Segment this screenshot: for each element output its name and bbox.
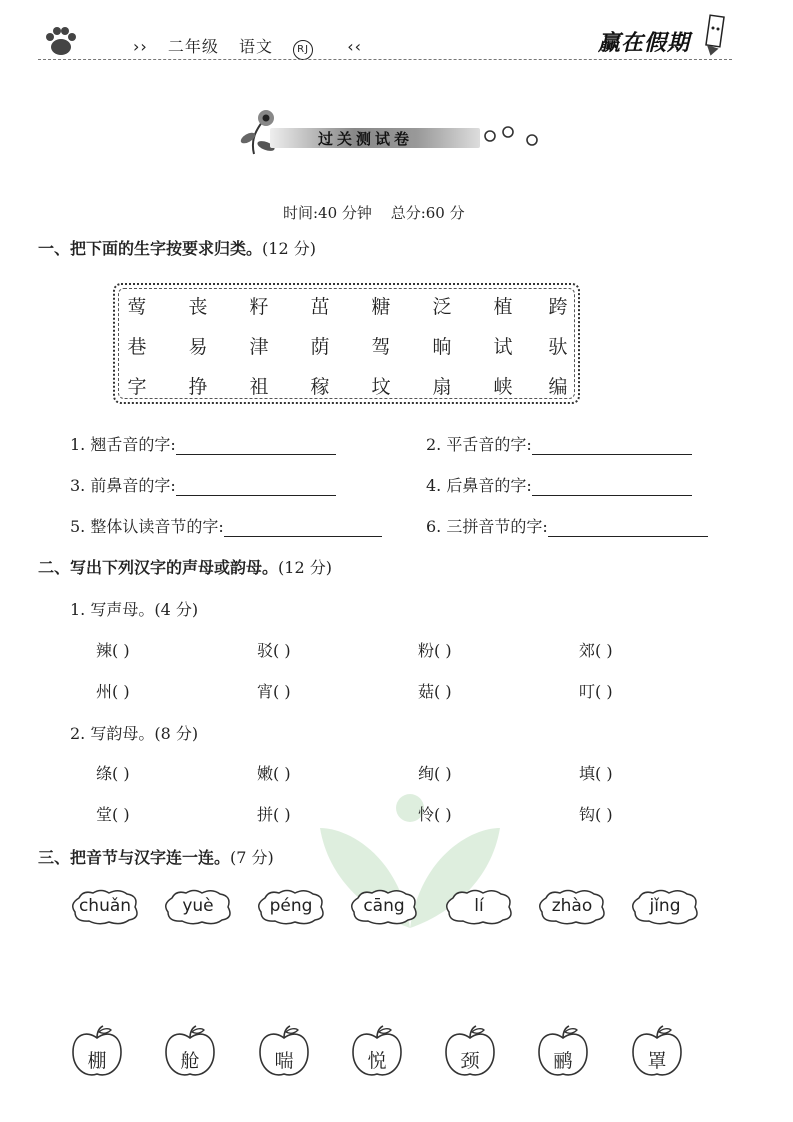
apple-char[interactable] <box>69 1024 125 1080</box>
char-item: 填( ) <box>579 764 613 783</box>
apple-char-label: 罩 <box>647 1050 667 1072</box>
apple-char[interactable] <box>535 1024 591 1080</box>
answer-blank[interactable] <box>224 518 382 537</box>
brand-logo: 赢在假期 <box>598 31 691 56</box>
apple-char-label: 喘 <box>274 1050 294 1072</box>
apple-char-label: 棚 <box>87 1050 107 1072</box>
pinyin-cloud[interactable] <box>536 888 608 926</box>
paw-icon <box>44 24 78 58</box>
char-cell: 驮 <box>548 336 568 358</box>
char-item: 绦( ) <box>96 764 130 783</box>
pinyin-cloud[interactable] <box>443 888 515 926</box>
question-3: 3. 前鼻音的字: <box>70 473 336 496</box>
apple-char-label: 颈 <box>460 1050 480 1072</box>
pinyin-cloud[interactable] <box>348 888 420 926</box>
char-item: 州( ) <box>96 682 130 701</box>
apple-char[interactable] <box>256 1024 312 1080</box>
char-cell: 挣 <box>188 376 208 398</box>
pinyin-label: chuǎn <box>78 896 132 916</box>
char-row <box>115 292 578 322</box>
char-cell: 易 <box>188 336 208 358</box>
char-cell: 荫 <box>310 336 330 358</box>
char-cell: 籽 <box>249 296 269 318</box>
header-course-info <box>133 34 376 60</box>
pinyin-label: lí <box>474 896 484 916</box>
char-item: 辣( ) <box>96 641 130 660</box>
char-item: 叮( ) <box>579 682 613 701</box>
char-item: 堂( ) <box>96 805 130 824</box>
section1-title: 一、把下面的生字按要求归类。(12 分) <box>38 239 316 258</box>
char-item: 钩( ) <box>579 805 613 824</box>
pinyin-label: cāng <box>363 896 405 916</box>
answer-blank[interactable] <box>176 436 336 455</box>
pinyin-cloud[interactable] <box>69 888 141 926</box>
test-title: 过关测试卷 <box>318 130 414 148</box>
pencil-mascot-icon <box>703 14 727 56</box>
char-item: 粉( ) <box>418 641 452 660</box>
question-2: 2. 平舌音的字: <box>426 432 692 455</box>
pinyin-cloud[interactable] <box>162 888 234 926</box>
apple-char-label: 悦 <box>367 1050 387 1072</box>
char-cell: 莺 <box>127 296 147 318</box>
subject-label: 语文 <box>239 37 274 56</box>
char-cell: 津 <box>249 336 269 358</box>
subquestion-1: 1. 写声母。(4 分) <box>70 600 199 619</box>
char-row <box>115 372 578 402</box>
subquestion-2: 2. 写韵母。(8 分) <box>70 724 199 743</box>
apple-char[interactable] <box>349 1024 405 1080</box>
char-cell: 晌 <box>432 336 452 358</box>
question-4: 4. 后鼻音的字: <box>426 473 692 496</box>
pinyin-label: zhào <box>551 896 593 916</box>
char-item: 绚( ) <box>418 764 452 783</box>
apple-char[interactable] <box>629 1024 685 1080</box>
pinyin-label: jǐng <box>649 896 681 916</box>
pinyin-cloud[interactable] <box>255 888 327 926</box>
arrows-right: ‹‹ <box>347 37 362 56</box>
grade-label: 二年级 <box>167 37 219 56</box>
char-cell: 编 <box>548 376 568 398</box>
time-limit: 时间:40 分钟 <box>283 204 372 222</box>
char-cell: 试 <box>493 336 513 358</box>
pinyin-label: yuè <box>182 896 214 916</box>
time-info <box>283 202 479 223</box>
char-cell: 稼 <box>310 376 330 398</box>
question-6: 6. 三拼音节的字: <box>426 514 708 537</box>
apple-char-label: 鹂 <box>553 1050 573 1072</box>
char-cell: 字 <box>127 376 147 398</box>
char-item: 拼( ) <box>257 805 291 824</box>
char-item: 郊( ) <box>579 641 613 660</box>
char-cell: 扇 <box>432 376 452 398</box>
char-item: 怜( ) <box>418 805 452 824</box>
header-divider <box>38 59 732 60</box>
edition-badge: RJ <box>293 40 313 60</box>
apple-char[interactable] <box>162 1024 218 1080</box>
char-item: 嫩( ) <box>257 764 291 783</box>
answer-blank[interactable] <box>532 477 692 496</box>
char-cell: 坟 <box>371 376 391 398</box>
char-cell: 祖 <box>249 376 269 398</box>
char-item: 驳( ) <box>257 641 291 660</box>
char-cell: 丧 <box>188 296 208 318</box>
char-item: 宵( ) <box>257 682 291 701</box>
pinyin-label: péng <box>269 896 313 916</box>
answer-blank[interactable] <box>532 436 692 455</box>
section2-title: 二、写出下列汉字的声母或韵母。(12 分) <box>38 558 332 577</box>
arrows-left: ›› <box>133 37 148 56</box>
char-cell: 泛 <box>432 296 452 318</box>
char-cell: 峡 <box>493 376 513 398</box>
character-box <box>113 283 580 404</box>
answer-blank[interactable] <box>176 477 336 496</box>
pinyin-cloud[interactable] <box>629 888 701 926</box>
char-cell: 茁 <box>310 296 330 318</box>
total-score: 总分:60 分 <box>390 204 465 222</box>
section3-title: 三、把音节与汉字连一连。(7 分) <box>38 848 274 867</box>
question-5: 5. 整体认读音节的字: <box>70 514 382 537</box>
answer-blank[interactable] <box>548 518 708 537</box>
char-item: 菇( ) <box>418 682 452 701</box>
char-cell: 糖 <box>371 296 391 318</box>
apple-char[interactable] <box>442 1024 498 1080</box>
char-cell: 驾 <box>371 336 391 358</box>
question-1: 1. 翘舌音的字: <box>70 432 336 455</box>
char-cell: 植 <box>493 296 513 318</box>
char-cell: 巷 <box>127 336 147 358</box>
apple-char-label: 舱 <box>180 1050 200 1072</box>
char-cell: 跨 <box>548 296 568 318</box>
char-row <box>115 332 578 362</box>
